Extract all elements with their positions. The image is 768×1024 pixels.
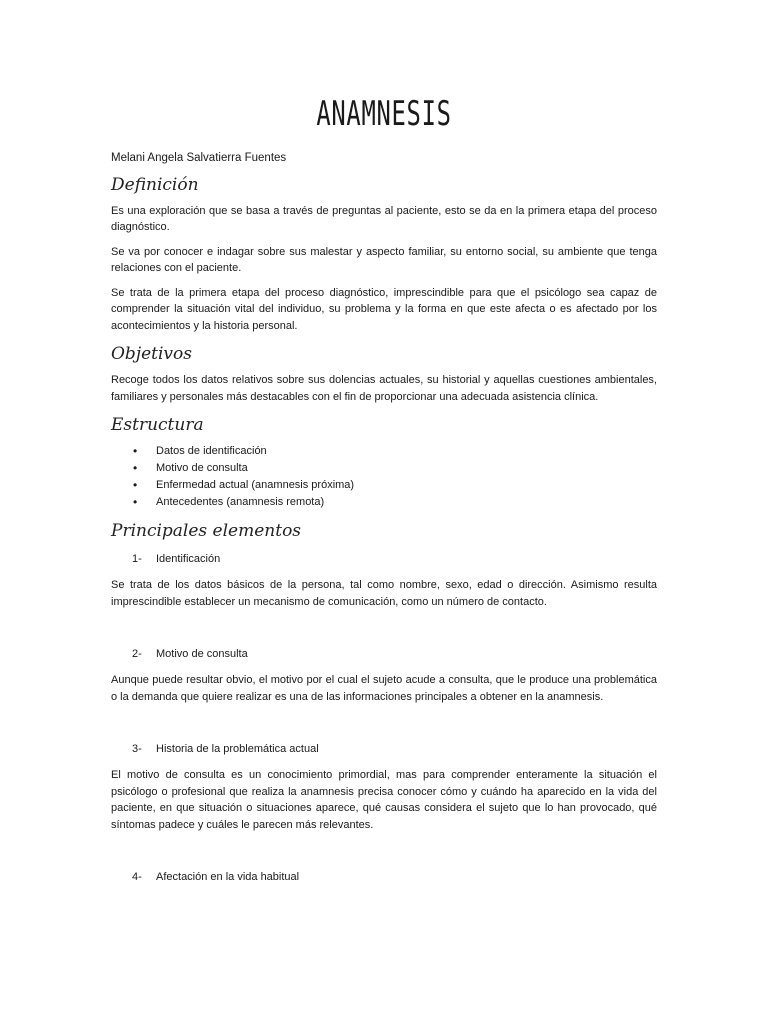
elemento-number: 1- (132, 553, 142, 565)
heading-definicion: Definición (111, 174, 199, 195)
definicion-paragraph-2: Se va por conocer e indagar sobre sus malestar y aspecto familiar, su entorno social, su ambiente que tenga relaciones con el paciente. (111, 245, 657, 274)
elemento-4-heading (111, 869, 657, 885)
heading-principales-elementos: Principales elementos (111, 521, 302, 541)
elemento-3-text: El motivo de consulta es un conocimiento primordial, mas para comprender enteramente la situación el psicólogo o profesional que realiza la anamnesis precisa conocer cómo y cuándo ha aparecido en la vida del paciente, en que situación o situaciones aparece, qué causas considera el sujeto que lo han provocado, qué síntomas padece y cuáles le parecen más relevantes. (111, 769, 657, 831)
elemento-1-text: Se trata de los datos básicos de la persona, tal como nombre, sexo, edad o dirección. Asimismo resulta imprescindible establecer un mecanismo de comunicación, como un número de contacto. (111, 579, 657, 608)
elemento-1-heading (111, 551, 657, 567)
heading-estructura: Estructura (111, 415, 204, 435)
elemento-3-heading (111, 741, 657, 757)
elemento-label: Identificación (156, 553, 221, 565)
list-item: • Motivo de consulta (111, 460, 657, 477)
document-body (111, 86, 657, 885)
elemento-2-text: Aunque puede resultar obvio, el motivo por el cual el sujeto acude a consulta, que le produce una problemática o la demanda que quiere realizar es una de las informaciones principales a obtener en la anamnesis. (111, 674, 657, 703)
list-item: • Datos de identificación (111, 443, 657, 460)
elemento-number: 4- (132, 871, 142, 883)
objetivos-paragraph: Recoge todos los datos relativos sobre sus dolencias actuales, su historial y aquellas cuestiones ambientales, familiares y personales más destacables con el fin de proporcionar una adecuada asistencia clínica. (111, 374, 657, 403)
heading-objetivos: Objetivos (111, 344, 192, 364)
elemento-label: Historia de la problemática actual (156, 743, 319, 755)
elemento-label: Afectación en la vida habitual (156, 871, 300, 883)
list-item: • Antecedentes (anamnesis remota) (111, 494, 657, 511)
elemento-label: Motivo de consulta (156, 648, 248, 660)
author-name: Melani Angela Salvatierra Fuentes (111, 152, 287, 164)
estructura-list (111, 443, 657, 511)
elemento-2-heading (111, 646, 657, 662)
definicion-paragraph-1: Es una exploración que se basa a través de preguntas al paciente, esto se da en la primera etapa del proceso diagnóstico. (111, 204, 657, 233)
elemento-number: 2- (132, 648, 142, 660)
document-title: ANAMNESIS (316, 94, 452, 134)
elemento-number: 3- (132, 743, 142, 755)
list-item: • Enfermedad actual (anamnesis próxima) (111, 477, 657, 494)
definicion-paragraph-3: Se trata de la primera etapa del proceso diagnóstico, imprescindible para que el psicólogo sea capaz de comprender la situación vital del individuo, su problema y la forma en que este afecta o es afectado por los acontecimientos y la historia personal. (111, 286, 657, 332)
